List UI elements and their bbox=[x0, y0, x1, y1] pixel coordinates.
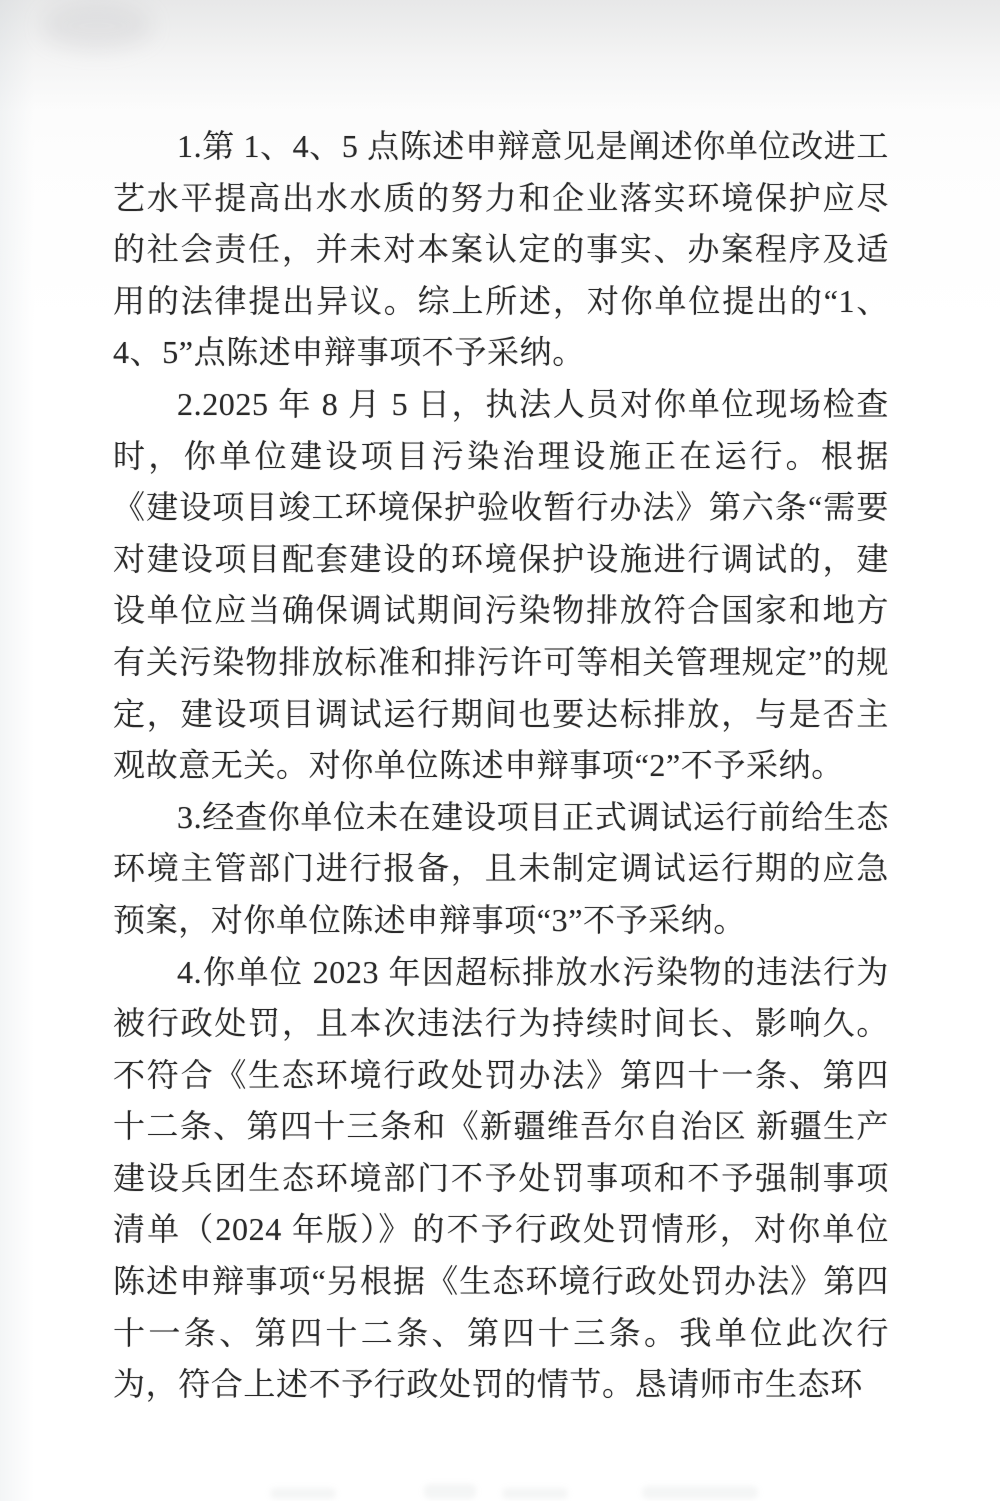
scan-artifact bbox=[502, 1488, 568, 1499]
scan-shadow-top bbox=[0, 0, 1000, 110]
paragraph-2: 2.2025 年 8 月 5 日，执法人员对你单位现场检查时，你单位建设项目污染治理设施正在运行。根据《建设项目竣工环境保护验收暂行办法》第六条“需要对建设项目配套建设的环境保护设施进行调试的，建设单位应当确保调试期间污染物排放符合国家和地方有关污染物排放标准和排污许可等相关管理规定”的规定，建设项目调试运行期间也要达标排放，与是否主观故意无关。对你单位陈述申辩事项“2”不予采纳。 bbox=[113, 385, 889, 784]
scan-artifact bbox=[642, 1486, 758, 1499]
scan-artifact bbox=[270, 1488, 336, 1499]
paragraph-1: 1.第 1、4、5 点陈述申辩意见是阐述你单位改进工艺水平提高出水水质的努力和企业落实环境保护应尽的社会责任，并未对本案认定的事实、办案程序及适用的法律提出异议。综上所述，对你单位提出的“1、4、5”点陈述申辩事项不予采纳。 bbox=[113, 128, 889, 371]
paragraph-3: 3.经查你单位未在建设项目正式调试运行前给生态环境主管部门进行报备，且未制定调试运行期的应急预案，对你单位陈述申辩事项“3”不予采纳。 bbox=[113, 798, 889, 938]
scan-artifact bbox=[424, 1484, 476, 1499]
scan-shadow-left bbox=[0, 0, 34, 1501]
paragraph-4: 4.你单位 2023 年因超标排放水污染物的违法行为被行政处罚，且本次违法行为持续时间长、影响久。不符合《生态环境行政处罚办法》第四十一条、第四十二条、第四十三条和《新疆维吾尔自治区 新疆生产建设兵团生态环境部门不予处罚事项和不予强制事项清单（2024 年版）》的不予行政处罚情形，对你单位陈述申辩事项“另根据《生态环境行政处罚办法》第四十一条、第四十二条、第四十三条。我单位此次行为，符合上述不予行政处罚的情节。恳请师市生态环 bbox=[113, 953, 889, 1403]
scan-artifact bbox=[42, 2, 152, 50]
document-body-text bbox=[113, 121, 889, 1411]
